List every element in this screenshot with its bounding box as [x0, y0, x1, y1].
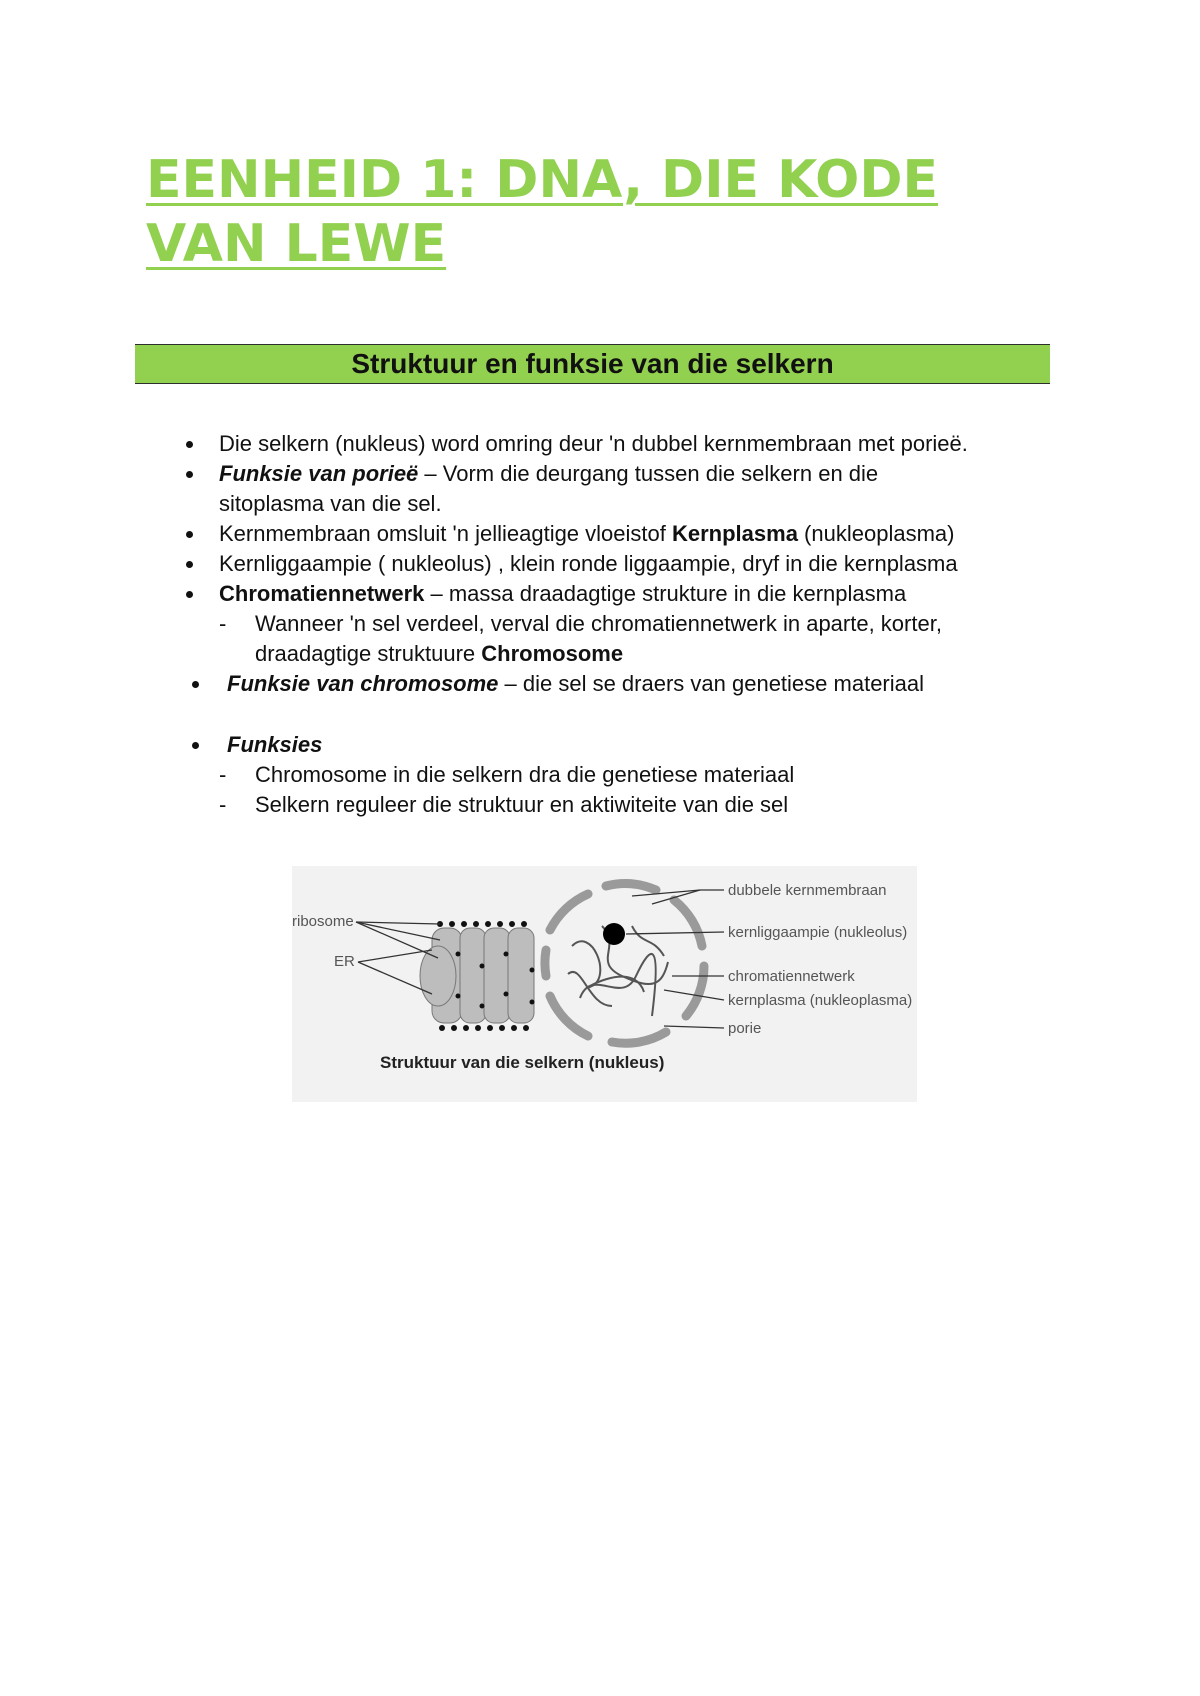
bullet-icon — [186, 591, 193, 598]
list-item — [0, 730, 1200, 760]
list-item-text — [227, 669, 924, 699]
list-item — [0, 579, 1200, 609]
title-line-1: EENHEID 1: DNA, DIE KODE — [146, 150, 939, 210]
bullet-icon — [186, 561, 193, 568]
list-item-text — [219, 519, 954, 549]
dash-icon: - — [219, 792, 227, 817]
list-item-part: Kernmembraan omsluit 'n jellieagtige vloeistof — [219, 521, 672, 546]
sub-list-item — [0, 609, 1200, 639]
label-ribosome: ribosome — [292, 913, 354, 930]
list-item-rest: – massa draadagtige strukture in die kernplasma — [424, 581, 907, 606]
label-dubbele-kernmembraan: dubbele kernmembraan — [728, 882, 887, 899]
list-item-text — [227, 730, 322, 760]
sub-list-item-bold: Chromosome — [481, 641, 624, 666]
bullet-icon — [186, 471, 193, 478]
dash-icon: - — [219, 611, 227, 636]
nucleolus — [603, 923, 625, 945]
label-kernliggaampie: kernliggaampie (nukleolus) — [728, 924, 908, 941]
bullet-icon — [192, 681, 199, 688]
nucleus-diagram-svg — [292, 866, 917, 1102]
list-item-continuation — [0, 489, 1200, 519]
sub-list-item — [0, 760, 1200, 790]
list-item-text — [219, 579, 906, 609]
list-item-text — [219, 459, 878, 489]
nucleus-diagram — [292, 866, 917, 1102]
list-item-bold: Funksie van porieë — [219, 461, 419, 486]
list-item — [0, 669, 1200, 699]
dash-icon: - — [219, 762, 227, 787]
list-item — [0, 549, 1200, 579]
title-line-2: VAN LEWE — [146, 214, 447, 274]
list-item-bold: Funksies — [227, 732, 323, 757]
sub-list-item-part: draadagtige struktuure — [255, 641, 482, 666]
section-heading: Struktuur en funksie van die selkern — [135, 344, 1050, 384]
list-item-part: (nukleoplasma) — [797, 521, 955, 546]
list-item-bold: Funksie van chromosome — [227, 671, 499, 696]
list-item-bold: Kernplasma — [671, 521, 798, 546]
list-item-text: Kernliggaampie ( nukleolus) , klein ronde liggaampie, dryf in die kernplasma — [219, 551, 958, 576]
label-kernplasma: kernplasma (nukleoplasma) — [728, 992, 913, 1009]
label-er: ER — [334, 953, 355, 970]
sub-list-item-text — [255, 639, 623, 669]
sub-list-item-text: Selkern reguleer die struktuur en aktiwiteite van die sel — [255, 792, 789, 817]
list-item-text: sitoplasma van die sel. — [219, 491, 442, 516]
list-item-text: Die selkern (nukleus) word omring deur 'n dubbel kernmembraan met porieë. — [219, 431, 968, 456]
bullet-icon — [186, 531, 193, 538]
document-title — [146, 148, 1046, 276]
nuclear-envelope — [545, 884, 704, 1044]
list-item-rest: – Vorm die deurgang tussen die selkern en die — [418, 461, 879, 486]
list-item-bold: Chromatiennetwerk — [219, 581, 425, 606]
figure-caption: Struktuur van die selkern (nukleus) — [380, 1053, 665, 1072]
sub-list-item-continuation — [0, 639, 1200, 669]
leader-lines — [356, 890, 724, 1028]
sub-list-item — [0, 790, 1200, 820]
list-item-rest: – die sel se draers van genetiese materiaal — [498, 671, 924, 696]
bullet-icon — [192, 742, 199, 749]
bullet-icon — [186, 441, 193, 448]
list-item — [0, 519, 1200, 549]
sub-list-item-text: Wanneer 'n sel verdeel, verval die chromatiennetwerk in aparte, korter, — [255, 611, 942, 636]
list-item — [0, 459, 1200, 489]
label-chromatiennetwerk: chromatiennetwerk — [728, 968, 855, 985]
label-porie: porie — [728, 1020, 762, 1037]
sub-list-item-text: Chromosome in die selkern dra die genetiese materiaal — [255, 762, 795, 787]
list-item — [0, 429, 1200, 459]
er-structure — [420, 928, 534, 1023]
